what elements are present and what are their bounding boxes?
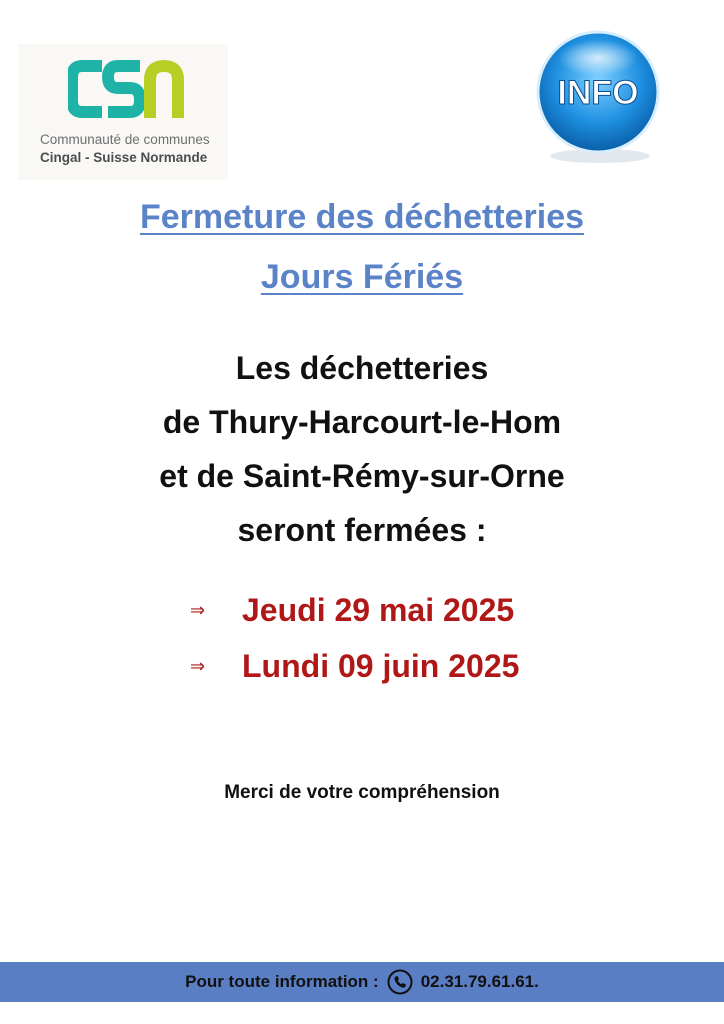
arrow-right-icon: ⇒: [190, 655, 206, 676]
info-badge-label: INFO: [557, 74, 639, 112]
logo-line-1: Communauté de communes: [40, 132, 210, 147]
thanks-message: Merci de votre compréhension: [224, 782, 500, 803]
closure-date: Lundi 09 juin 2025: [242, 647, 520, 684]
info-badge: [528, 28, 668, 168]
csn-logo-mark: [68, 58, 186, 120]
closure-date: Jeudi 29 mai 2025: [242, 591, 515, 628]
footer-phone-number: 02.31.79.61.61.: [420, 972, 539, 991]
closure-date-item: [190, 586, 514, 634]
announcement-line: et de Saint-Rémy-sur-Orne: [159, 458, 565, 494]
announcement-line: Les déchetteries: [235, 350, 489, 386]
announcement-line: seront fermées :: [237, 512, 487, 548]
announcement-line: de Thury-Harcourt-le-Hom: [162, 404, 562, 440]
logo-line-2: Cingal - Suisse Normande: [40, 150, 208, 165]
footer-bar: [0, 962, 724, 1002]
page-title: Fermeture des déchetteries: [139, 198, 585, 236]
announcement-text: [0, 341, 724, 557]
logo: [18, 44, 228, 180]
phone-icon: [387, 969, 413, 995]
arrow-right-icon: ⇒: [190, 599, 206, 620]
footer-label: Pour toute information :: [185, 972, 379, 991]
page-subtitle: Jours Fériés: [260, 258, 464, 296]
closure-date-item: [190, 642, 519, 690]
